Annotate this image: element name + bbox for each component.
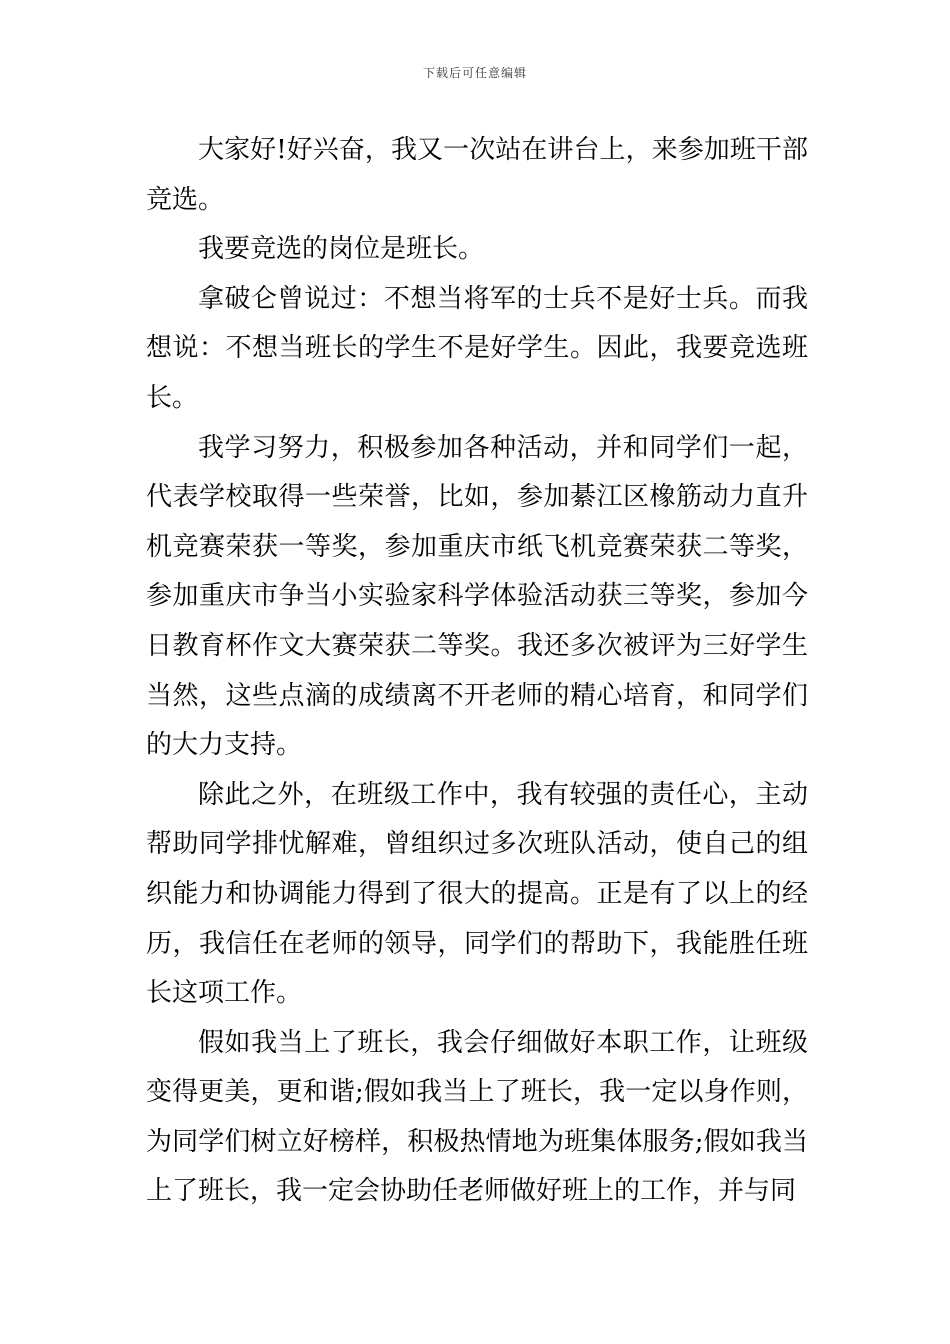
page-header: 下载后可任意编辑 bbox=[422, 66, 527, 80]
paragraph-achievements: 我学习努力，积极参加各种活动，并和同学们一起，代表学校取得一些荣誉，比如，参加綦江区橡筋动力直升机竞赛荣获一等奖，参加重庆市纸飞机竞赛荣获二等奖，参加重庆市争当小实验家科学体验活动获三等奖，参加今日教育杯作文大赛荣获二等奖。我还多次被评为三好学生当然，这些点滴的成绩离不开老师的精心培育，和同学们的大力支持。 bbox=[146, 432, 808, 761]
paragraph-position: 我要竞选的岗位是班长。 bbox=[198, 234, 485, 265]
document-body bbox=[146, 126, 808, 1217]
paragraph-promises: 假如我当上了班长，我会仔细做好本职工作，让班级变得更美，更和谐;假如我当上了班长，我一定以身作则，为同学们树立好榜样，积极热情地为班集体服务;假如我当上了班长，我一定会协助任老师做好班上的工作，并与同 bbox=[146, 1027, 808, 1207]
paragraph-greeting: 大家好!好兴奋，我又一次站在讲台上，来参加班干部竞选。 bbox=[146, 135, 808, 215]
paragraph-class-work: 除此之外，在班级工作中，我有较强的责任心，主动帮助同学排忧解难，曾组织过多次班队活动，使自己的组织能力和协调能力得到了很大的提高。正是有了以上的经历，我信任在老师的领导，同学们的帮助下，我能胜任班长这项工作。 bbox=[146, 779, 808, 1009]
paragraph-napoleon-quote: 拿破仑曾说过：不想当将军的士兵不是好士兵。而我想说：不想当班长的学生不是好学生。因此，我要竞选班长。 bbox=[146, 283, 808, 413]
